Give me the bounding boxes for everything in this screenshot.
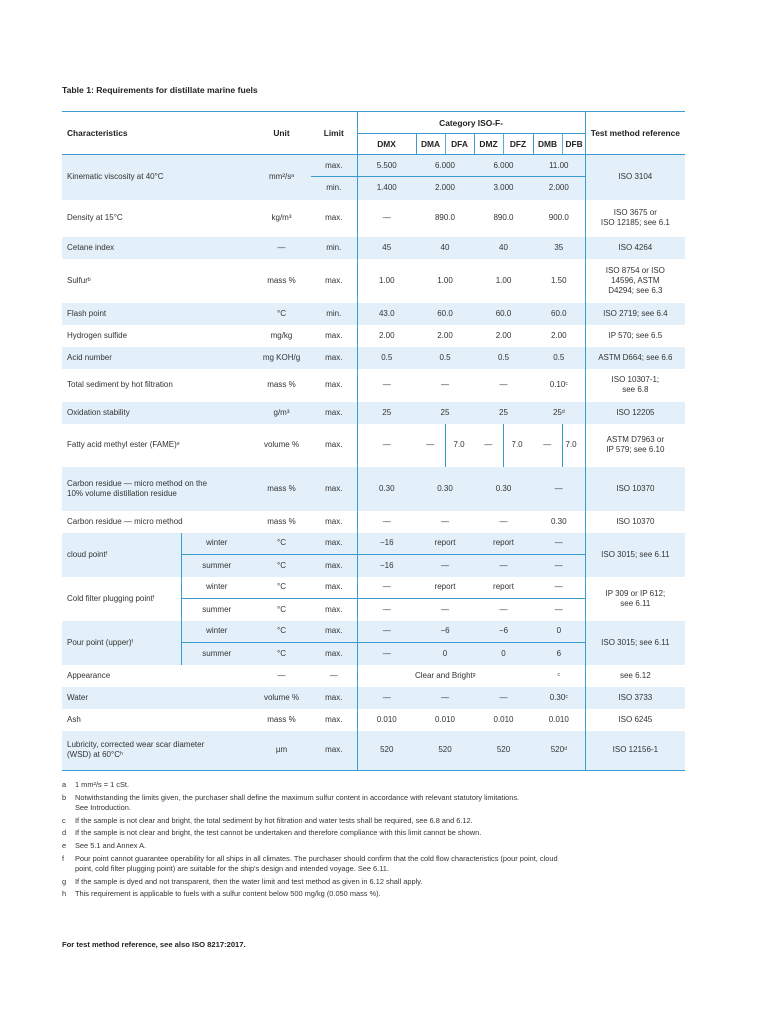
footnote-a: a 1 mm²/s = 1 cSt. (62, 780, 130, 789)
cell-value: — (484, 440, 493, 449)
cell-value: — (426, 440, 435, 449)
viscosity-test: ISO 3104 (585, 155, 685, 200)
flash-unit: °C (277, 308, 286, 318)
cell-value: 35 (554, 242, 564, 252)
cell-value: 25 (499, 407, 508, 417)
oxidation-limit: max. (325, 407, 343, 417)
cell-value: 0.010 (357, 709, 416, 731)
footnotes (62, 780, 662, 902)
fame-unit: volume % (263, 440, 300, 449)
cell-value: 1.00 (437, 275, 453, 285)
h2s-label: Hydrogen sulfide (67, 330, 128, 340)
header-unit: Unit (252, 112, 311, 155)
row-ash (62, 709, 685, 731)
cell-value: 25 (440, 407, 450, 417)
cell-value: 1.50 (551, 275, 567, 285)
season-label: winter (206, 538, 228, 548)
cell-value: 520$^d$ (533, 731, 585, 771)
row-water (62, 687, 685, 709)
cell-value: — (533, 555, 585, 577)
acid-label: Acid number (67, 352, 112, 362)
header-dma: DMA (416, 134, 445, 155)
season-label: summer (181, 643, 252, 665)
cell-value: — (554, 538, 563, 548)
cell-value: — (474, 599, 533, 621)
cetane-label: Cetane index (67, 242, 115, 252)
flash-label: Flash point (67, 308, 107, 318)
cell-value: 1.400 (357, 177, 416, 200)
cell-value: 2.00 (495, 330, 512, 340)
pour-test: ISO 3015; see 6.11 (585, 621, 685, 665)
cell-value: 890.0 (434, 213, 456, 222)
header-dmz: DMZ (474, 134, 503, 155)
footnote-b: b Notwithstanding the limits given, the purchaser shall define the maximum sulfur content in accordance with relevant statutory limitations. See Introduction. (62, 792, 520, 813)
density-unit: kg/m³ (271, 213, 292, 222)
cell-value: 5.500 (357, 155, 416, 177)
cell-value: 25$^d$ (552, 407, 565, 417)
header-limit: Limit (311, 112, 357, 155)
cell-value: 0.30$^c$ (549, 692, 568, 702)
row-hydrogen-sulfide (62, 325, 685, 347)
cell-value: 6.000 (493, 160, 514, 170)
oxidation-test: ISO 12205 (585, 402, 685, 424)
footnote-g: g If the sample is dyed and not transparent, then the water limit and test method as given in 6.12 shall apply. (62, 876, 423, 886)
fame-test: ASTM D7963 or IP 579; see 6.10 (585, 424, 685, 467)
cell-value: — (499, 692, 508, 702)
cell-value: 11.00 (549, 160, 569, 170)
cell-value: 0.30 (357, 467, 416, 511)
cell-value: 0.30 (437, 483, 453, 493)
header-dfb: DFB (562, 134, 585, 155)
footnote-c: c If the sample is not clear and bright, the total sediment by hot filtration and water tests shall be required, see 6.8 and 6.12. (62, 815, 473, 825)
cloud-test: ISO 3015; see 6.11 (585, 533, 685, 577)
h2s-test: IP 570; see 6.5 (585, 325, 685, 347)
row-flash-point (62, 303, 685, 325)
lubricity-test: ISO 12156-1 (585, 731, 685, 771)
lubricity-label: Lubricity, corrected wear scar diameter (WSD) at $60^\circ C^h$ (62, 731, 252, 771)
sulfur-limit: max. (325, 275, 343, 285)
cell-value: — (554, 483, 563, 493)
cell-unit: °C (277, 538, 286, 548)
appearance-test: see 6.12 (585, 665, 685, 687)
cell-value: 0 (416, 643, 474, 665)
cell-limit: max. (311, 599, 357, 621)
cell-value: −16 (357, 555, 416, 577)
carbon10-unit: mass % (267, 483, 296, 493)
cell-value: — (474, 555, 533, 577)
cell-value: 0 (556, 626, 562, 636)
acid-unit: mg KOH/g (262, 352, 301, 362)
cell-unit: °C (252, 555, 311, 577)
footnote-f: f Pour point cannot guarantee operability for all ships in all climates. The purchaser should confirm that the cold flow characteristics (pour point, cloud point, cold filter plugging point) are suitable for the ship's design and intended voyage. See 6.11. (62, 853, 558, 874)
cell-value: report (434, 538, 456, 548)
row-cfpp-winter (62, 577, 685, 599)
document (62, 85, 685, 771)
header-dfz: DFZ (503, 134, 533, 155)
cfpp-label: Cold filter plugging point$^f$ (62, 577, 181, 621)
acid-limit: max. (325, 352, 343, 362)
sediment-limit: max. (325, 380, 343, 389)
cell-value: — (357, 369, 416, 402)
cell-value: — (357, 577, 416, 599)
cell-value: 7.0 (562, 424, 585, 467)
cell-value: 1.00 (495, 275, 512, 285)
cell-value: — (441, 380, 449, 389)
cell-value: 6 (533, 643, 585, 665)
cell-limit: max. (325, 626, 343, 636)
cell-value: −6 (498, 626, 509, 636)
row-cloud-winter (62, 533, 685, 555)
table-caption: Table 1: Requirements for distillate marine fuels (62, 85, 258, 95)
row-carbon-residue-10 (62, 467, 685, 511)
cetane-limit: min. (326, 242, 342, 252)
cell-value: — (357, 200, 416, 237)
cell-value: — (357, 599, 416, 621)
cell-value: 60.0 (437, 308, 453, 318)
cell-value: 0.5 (357, 347, 416, 369)
header-dmb: DMB (533, 134, 562, 155)
carbon10-label: Carbon residue — micro method on the 10% volume distillation residue (67, 478, 208, 498)
sediment-unit: mass % (267, 380, 296, 389)
carbon-limit: max. (325, 516, 343, 526)
cell-value: 40 (499, 242, 508, 252)
header-dfa: DFA (445, 134, 474, 155)
cell-limit: max. (325, 538, 343, 548)
row-carbon-residue (62, 511, 685, 533)
cell-value: 2.00 (357, 325, 416, 347)
cell-value: −16 (357, 533, 416, 555)
row-appearance (62, 665, 685, 687)
carbon10-limit: max. (325, 483, 343, 493)
cell-value: 890.0 (493, 213, 514, 222)
sulfur-test: ISO 8754 or ISO 14596, ASTM D4294; see 6.3 (585, 259, 685, 303)
cell-value: — (416, 555, 474, 577)
cell-unit: °C (277, 626, 286, 636)
cell-value: report (493, 538, 514, 548)
cell-limit: max. (311, 555, 357, 577)
fame-label: Fatty acid methyl ester (FAME)$^e$ (67, 440, 180, 449)
footnote-e: e See 5.1 and Annex A. (62, 840, 147, 850)
cell-value: — (441, 692, 449, 702)
cloud-label: cloud point$^f$ (62, 533, 181, 577)
row-acid-number (62, 347, 685, 369)
carbon-unit: mass % (267, 516, 296, 526)
cell-value: 0.5 (497, 352, 510, 362)
cell-value: — (499, 380, 508, 389)
row-sulfur (62, 259, 685, 303)
row-viscosity-max (62, 155, 685, 177)
cell-value: 0.010 (434, 714, 456, 724)
cell-value: 0.5 (439, 352, 451, 362)
cell-value: c (557, 671, 561, 678)
cell-value: 0 (474, 643, 533, 665)
cell-value: 1.00 (357, 259, 416, 303)
cell-value: 2.000 (533, 177, 585, 200)
cell-value: 520 (416, 731, 474, 771)
cell-value: 43.0 (357, 303, 416, 325)
ash-label: Ash (67, 714, 81, 724)
viscosity-label: Kinematic viscosity at 40°C (67, 172, 164, 182)
h2s-limit: max. (325, 330, 343, 340)
appearance-span: Clear and Bright$^g$ (357, 665, 533, 687)
ash-unit: mass % (267, 714, 296, 724)
cetane-test: ISO 4264 (585, 237, 685, 259)
cell-unit: °C (252, 599, 311, 621)
cell-value: 45 (357, 237, 416, 259)
cell-value: 7.0 (503, 424, 533, 467)
fame-limit: max. (325, 440, 343, 449)
header-dmx: DMX (357, 134, 416, 155)
appearance-unit: — (277, 670, 286, 680)
cell-value: 520 (474, 731, 533, 771)
water-label: Water (67, 692, 89, 702)
water-unit: volume % (263, 692, 300, 702)
cell-value: — (357, 424, 416, 467)
cell-unit: °C (277, 582, 286, 592)
cell-value: 7.0 (445, 424, 474, 467)
cell-value: 2.00 (437, 330, 453, 340)
cell-value: 0.30 (495, 483, 512, 493)
cell-value: — (357, 621, 416, 643)
density-test: ISO 3675 or ISO 12185; see 6.1 (585, 200, 685, 237)
sulfur-label: Sulfur$^b$ (67, 275, 91, 285)
row-fame (62, 424, 685, 467)
cell-value: 2.00 (551, 330, 567, 340)
cell-value: 60.0 (495, 308, 512, 318)
ash-test: ISO 6245 (585, 709, 685, 731)
row-cetane (62, 237, 685, 259)
cell-value: — (441, 516, 449, 526)
oxidation-label: Oxidation stability (67, 407, 130, 417)
cell-unit: °C (252, 643, 311, 665)
cell-value: 0.010 (548, 714, 569, 724)
cell-limit: max. (311, 643, 357, 665)
cell-value: 520 (357, 731, 416, 771)
flash-limit: min. (326, 308, 342, 318)
cell-value: — (554, 582, 563, 592)
viscosity-limit-max: max. (325, 160, 343, 170)
cell-value: 0.10$^c$ (549, 380, 568, 389)
cell-value: 2.000 (416, 177, 474, 200)
row-oxidation-stability (62, 402, 685, 424)
header-category: Category ISO-F- (357, 112, 585, 134)
cell-value: — (499, 516, 508, 526)
cell-value: — (543, 440, 552, 449)
row-lubricity (62, 731, 685, 771)
pour-label: Pour point (upper)$^f$ (62, 621, 181, 665)
sediment-label: Total sediment by hot filtration (67, 380, 173, 389)
carbon-test: ISO 10370 (585, 511, 685, 533)
oxidation-unit: g/m³ (273, 407, 290, 417)
header-characteristics: Characteristics (62, 112, 252, 155)
flash-test: ISO 2719; see 6.4 (585, 303, 685, 325)
cell-value: 900.0 (548, 213, 569, 222)
cell-value: — (533, 599, 585, 621)
cell-value: 6.000 (434, 160, 456, 170)
ash-limit: max. (325, 714, 343, 724)
cetane-unit: — (277, 242, 286, 252)
row-pour-winter (62, 621, 685, 643)
cell-value: — (357, 511, 416, 533)
season-label: winter (206, 582, 228, 592)
cell-value: — (416, 599, 474, 621)
cell-value: 60.0 (551, 308, 567, 318)
density-limit: max. (325, 213, 343, 222)
acid-test: ASTM D664; see 6.6 (585, 347, 685, 369)
cfpp-test: IP 309 or IP 612; see 6.11 (585, 577, 685, 621)
water-limit: max. (325, 692, 343, 702)
requirements-table (62, 111, 685, 771)
appearance-label: Appearance (67, 670, 111, 680)
lubricity-unit: µm (252, 731, 311, 771)
cell-value: 3.000 (474, 177, 533, 200)
season-label: winter (206, 626, 228, 636)
cell-value: — (357, 687, 416, 709)
lubricity-limit: max. (311, 731, 357, 771)
viscosity-limit-min: min. (311, 177, 357, 200)
water-test: ISO 3733 (585, 687, 685, 709)
footnote-h: h This requirement is applicable to fuels with a sulfur content below 500 mg/kg (0.050 mass %). (62, 889, 381, 899)
sediment-test: ISO 10307-1; see 6.8 (585, 369, 685, 402)
carbon-label: Carbon residue — micro method (67, 516, 183, 526)
cell-limit: max. (325, 582, 343, 592)
sulfur-unit: mass % (267, 275, 296, 285)
cell-value: 40 (440, 242, 450, 252)
cell-value: 0.010 (493, 714, 514, 724)
footnote-d: d If the sample is not clear and bright, the test cannot be undertaken and therefore compliance with this limit cannot be shown. (62, 828, 482, 838)
row-density (62, 200, 685, 237)
header-test-method: Test method reference (585, 112, 685, 155)
cell-value: −6 (440, 626, 450, 636)
h2s-unit: mg/kg (270, 330, 293, 340)
season-label: summer (181, 555, 252, 577)
viscosity-unit: mm²/$s^a$ (269, 172, 294, 182)
density-label: Density at 15°C (67, 213, 123, 222)
cell-value: report (493, 582, 514, 592)
cell-value: — (357, 643, 416, 665)
cell-value: 0.5 (553, 352, 565, 362)
carbon10-test: ISO 10370 (585, 467, 685, 511)
reference-note: For test method reference, see also ISO 8217:2017. (62, 940, 246, 949)
row-total-sediment (62, 369, 685, 402)
cell-value: 25 (357, 402, 416, 424)
cell-value: 0.30 (551, 516, 567, 526)
appearance-limit: — (329, 670, 338, 680)
cell-value: report (434, 582, 456, 592)
season-label: summer (181, 599, 252, 621)
